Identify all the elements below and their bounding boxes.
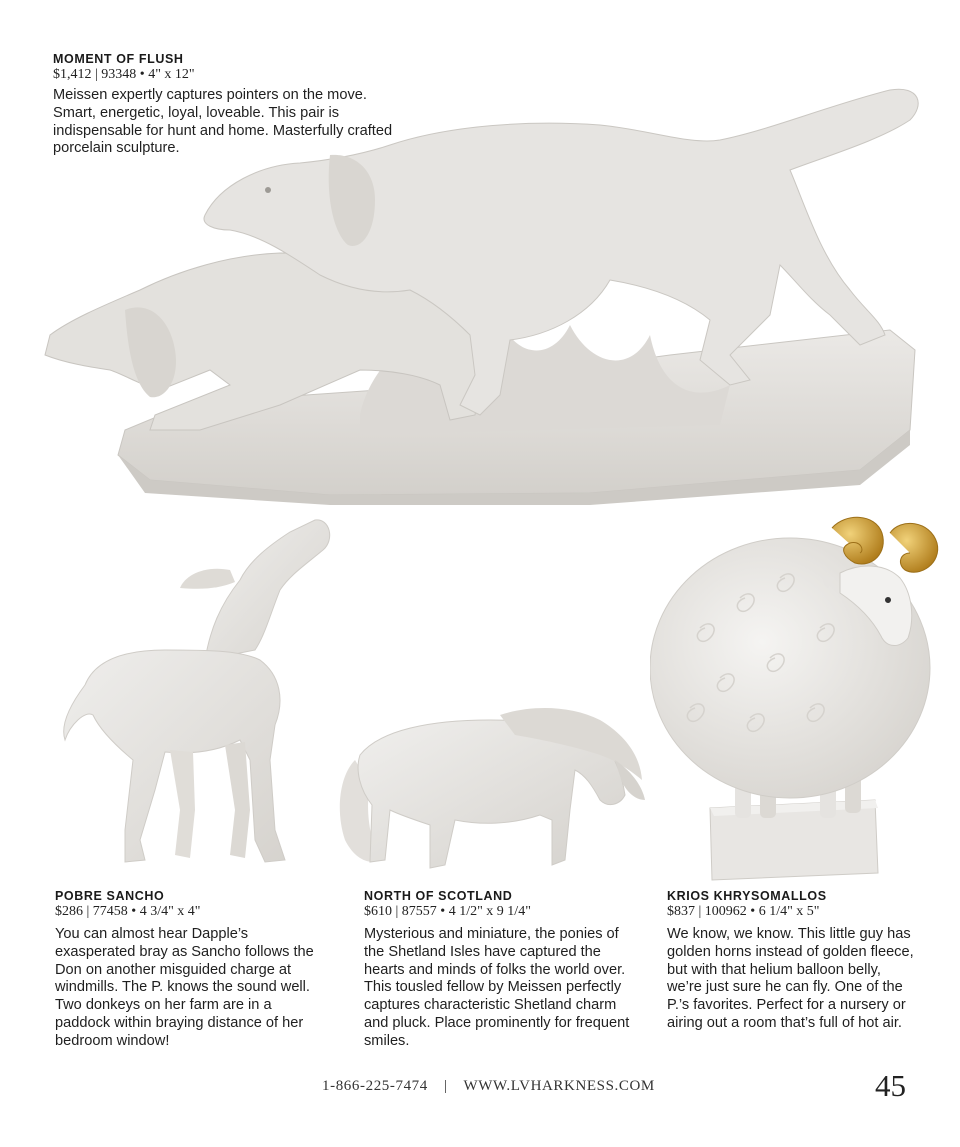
product-pobre-sancho [55, 889, 325, 1051]
product-moment-of-flush [53, 52, 393, 158]
product-price-sku-size: $610 | 87557 • 4 1/2" x 9 1/4" [364, 904, 531, 919]
shetland-pony-sculpture-image [330, 700, 655, 880]
product-title: POBRE SANCHO [55, 889, 165, 903]
golden-horned-ram-sculpture-image [650, 508, 940, 888]
product-price-sku-size: $286 | 77458 • 4 3/4" x 4" [55, 904, 201, 919]
footer-phone: 1-866-225-7474 [322, 1078, 428, 1094]
product-title: MOMENT OF FLUSH [53, 52, 184, 66]
product-title: KRIOS KHRYSOMALLOS [667, 889, 827, 903]
footer-website: WWW.LVHARKNESS.COM [463, 1078, 655, 1094]
product-title: NORTH OF SCOTLAND [364, 889, 513, 903]
donkey-sculpture-image [45, 510, 335, 880]
product-krios-khrysomallos [667, 889, 917, 1033]
footer-contact [322, 1078, 655, 1095]
product-description: We know, we know. This little guy has golden horns instead of golden fleece, but with that helium balloon belly, we’re just sure he can fly. One of the P.’s favorites. Perfect for a nursery or airing out a room that’s full of hot air. [667, 926, 914, 1031]
product-description: Meissen expertly captures pointers on the move. Smart, energetic, loyal, loveable. This pair is indispensable for hunt and home. Masterfully crafted porcelain sculpture. [53, 87, 393, 157]
footer-separator: | [443, 1078, 448, 1094]
product-description: Mysterious and miniature, the ponies of the Shetland Isles have captured the hearts and minds of folks the world over. This tousled fellow by Meissen perfectly captures characteristic Shetland charm and pluck. Place prominently for frequent smiles. [364, 926, 630, 1049]
product-price-sku-size: $1,412 | 93348 • 4" x 12" [53, 67, 195, 82]
product-price-sku-size: $837 | 100962 • 6 1/4" x 5" [667, 904, 820, 919]
page-number: 45 [875, 1068, 906, 1103]
product-north-of-scotland [364, 889, 634, 1051]
product-description: You can almost hear Dapple’s exasperated bray as Sancho follows the Don on another misguided charge at windmills. The P. knows the sound well. Two donkeys on her farm are in a paddock within braying distance of her bedroom window! [55, 926, 314, 1049]
